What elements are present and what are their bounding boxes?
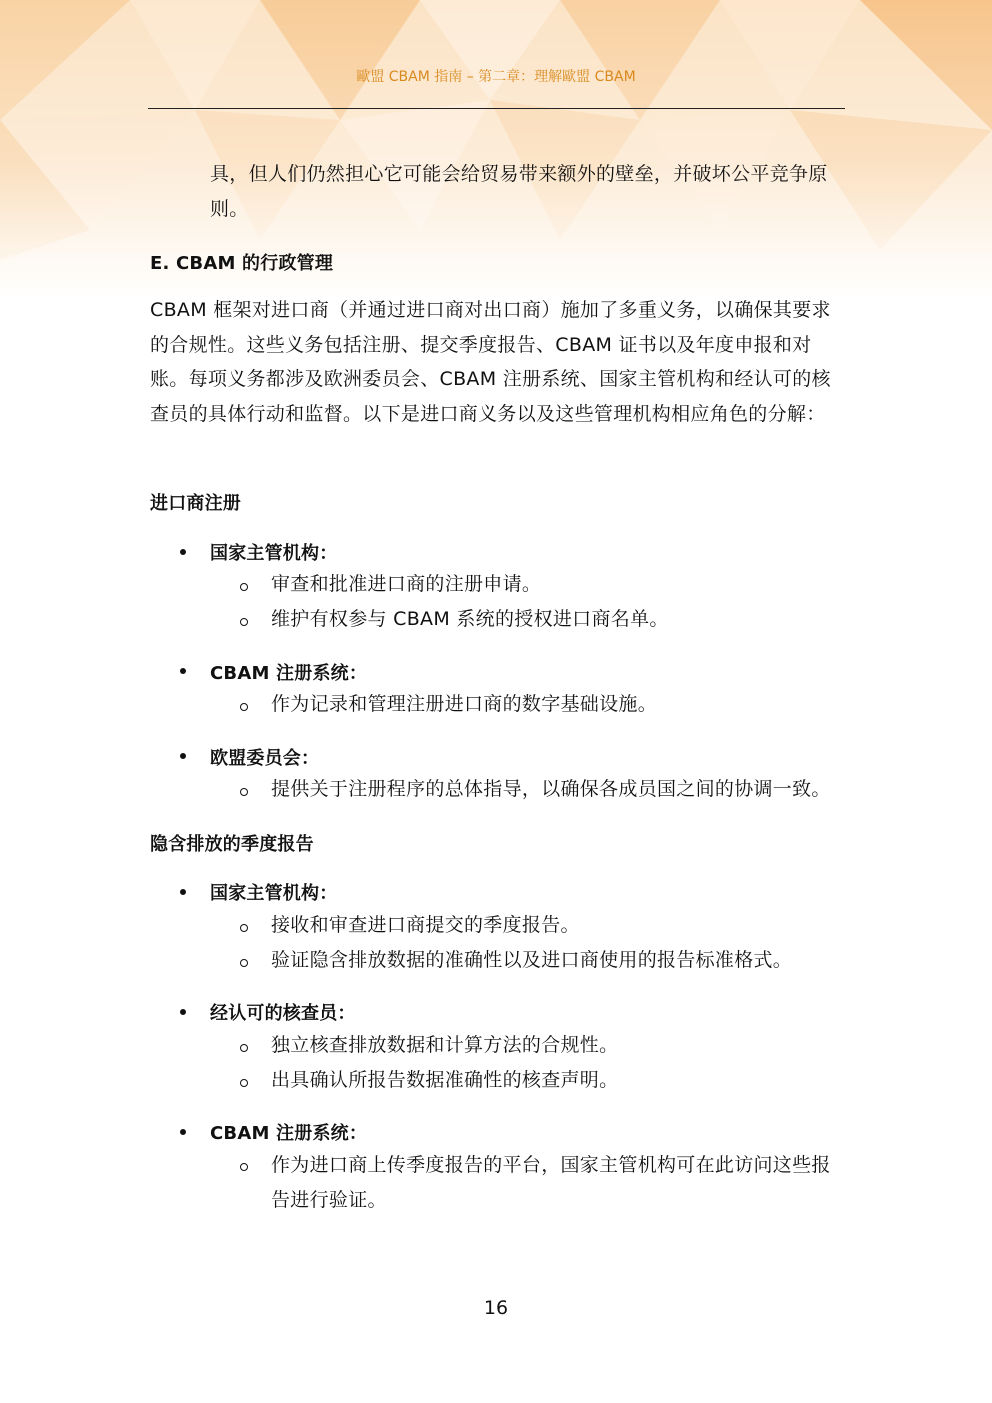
sub-item: 作为记录和管理注册进口商的数字基础设施。 (271, 693, 658, 715)
subheading-quarterly-reports: 隐含排放的季度报告 (150, 834, 314, 855)
sub-bullet-circle (240, 618, 248, 626)
sub-bullet-circle (240, 959, 248, 967)
sub-item: 接收和审查进口商提交的季度报告。 (271, 914, 580, 936)
header-background-pattern (0, 0, 992, 300)
section-heading-e: E. CBAM 的行政管理 (150, 253, 334, 274)
bullet-label-cbam-registry: CBAM 注册系统： (210, 663, 368, 684)
section-e-paragraph: CBAM 框架对进口商（并通过进口商对出口商）施加了多重义务，以确保其要求的合规性。这些义务包括注册、提交季度报告、CBAM 证书以及年度申报和对账。每项义务都涉及欧洲委员会、CBAM 注册系统、国家主管机构和经认可的核查员的具体行动和监督。以下是进口商义务以及这些管理机构相应角色的分解： (150, 299, 831, 425)
header-divider (148, 108, 845, 109)
sub-item: 审查和批准进口商的注册申请。 (271, 573, 542, 595)
bullet-dot (180, 753, 186, 759)
bullet-label-national-authority: 国家主管机构： (210, 543, 338, 564)
bullet-label-eu-commission: 欧盟委员会： (210, 748, 320, 769)
bullet-label-cbam-registry: CBAM 注册系统： (210, 1123, 368, 1144)
sub-item: 作为进口商上传季度报告的平台，国家主管机构可在此访问这些报告进行验证。 (271, 1154, 831, 1211)
sub-bullet-circle (240, 1044, 248, 1052)
bullet-dot (180, 668, 186, 674)
bullet-dot (180, 1009, 186, 1015)
bullet-dot (180, 889, 186, 895)
page-number: 16 (483, 1297, 509, 1319)
sub-item: 提供关于注册程序的总体指导，以确保各成员国之间的协调一致。 (271, 778, 831, 800)
sub-item: 出具确认所报告数据准确性的核查声明。 (271, 1069, 619, 1091)
sub-bullet-circle (240, 583, 248, 591)
sub-item: 维护有权参与 CBAM 系统的授权进口商名单。 (271, 608, 669, 630)
sub-bullet-circle (240, 1079, 248, 1087)
subheading-importer-registration: 进口商注册 (150, 493, 241, 514)
intro-continuation-paragraph: 具，但人们仍然担心它可能会给贸易带来额外的壁垒，并破坏公平竞争原则。 (210, 163, 828, 220)
running-header: 歐盟 CBAM 指南 – 第二章：理解歐盟 CBAM (356, 69, 636, 85)
sub-bullet-circle (240, 1163, 248, 1171)
bullet-label-accredited-verifier: 经认可的核查员： (210, 1003, 356, 1024)
sub-item: 验证隐含排放数据的准确性以及进口商使用的报告标准格式。 (271, 949, 793, 971)
bullet-label-national-authority: 国家主管机构： (210, 883, 338, 904)
sub-bullet-circle (240, 924, 248, 932)
sub-bullet-circle (240, 788, 248, 796)
sub-item: 独立核查排放数据和计算方法的合规性。 (271, 1034, 619, 1056)
sub-bullet-circle (240, 703, 248, 711)
bullet-dot (180, 1129, 186, 1135)
bullet-dot (180, 549, 186, 555)
